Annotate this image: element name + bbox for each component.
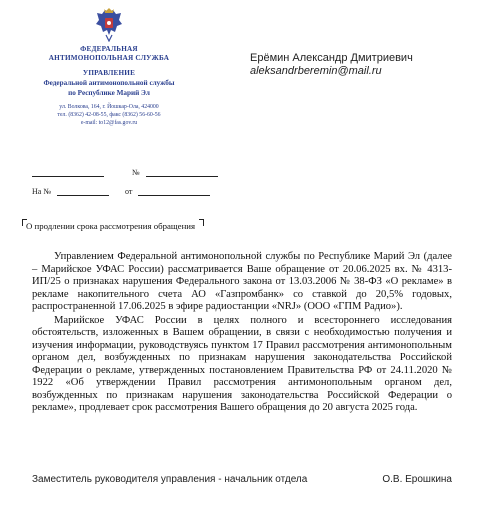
service-line-2: АНТИМОНОПОЛЬНАЯ СЛУЖБА [48, 54, 170, 62]
department-line-1: УПРАВЛЕНИЕ [82, 69, 136, 77]
letter-body [32, 251, 452, 416]
reference-date-line [138, 187, 210, 196]
reference-number-label: На № [32, 187, 51, 196]
subject-text: О продлении срока рассмотрения обращения [26, 221, 196, 231]
reference-date-label: от [124, 187, 133, 196]
date-line [32, 168, 104, 177]
reference-number-line [57, 187, 109, 196]
letterhead-address: ул. Волкова, 164, г. Йошкар-Ола, 424000 [59, 104, 159, 110]
number-label: № [132, 168, 140, 177]
signature-block [32, 474, 452, 485]
letterhead-email: e-mail: to12@fas.gov.ru [80, 120, 138, 126]
department-line-2: Федеральной антимонопольной службы [43, 79, 175, 87]
incoming-reference-row [32, 187, 210, 196]
body-paragraph-1: Управлением Федеральной антимонопольной службы по Республике Марий Эл (далее – Марийское УФАС России) рассматривается Ваше обращение от 20.06.2025 вх. № 4313- ИП/25 о признаках нарушения Федерального закона от 13.03.2006 № 38-ФЗ «О рекламе» в рекламе накопительного счета АО «Газпромбанк» со ставкой до 20,5% годовых, распространенной 17.06.2025 в эфире радиостанции «NRJ» (ООО «ГПМ Радио»). [32, 251, 452, 312]
recipient-block [250, 52, 413, 78]
letterhead-phone: тел. (8362) 42-08-55, факс (8362) 56-60-56 [57, 112, 161, 118]
subject [26, 221, 200, 231]
letterhead [20, 8, 198, 127]
signatory-name: О.В. Ерошкина [382, 474, 452, 485]
number-line [146, 168, 218, 177]
service-line-1: ФЕДЕРАЛЬНАЯ [80, 45, 138, 53]
signatory-position: Заместитель руководителя управления - начальник отдела [32, 474, 308, 485]
department-line-3: по Республике Марий Эл [68, 89, 150, 97]
recipient-email: aleksandrberemin@mail.ru [250, 65, 382, 77]
outgoing-number-row [32, 168, 218, 177]
coat-of-arms-emblem-icon [94, 8, 124, 42]
recipient-name: Ерёмин Александр Дмитриевич [250, 52, 413, 64]
body-paragraph-2: Марийское УФАС России в целях полного и всестороннего исследования обстоятельств, изложенных в Вашем обращении, в связи с необходимостью получения и изучения информации, руководствуясь пунктом 17 Правил рассмотрения антимонопольным органом дел, возбужденных по признакам нарушения законодательства Российской Федерации о рекламе, утвержденных постановлением Правительства РФ от 24.11.2020 № 1922 «Об утверждении Правил рассмотрения антимонопольным органом дел, возбужденных по признакам нарушения законодательства Российской Федерации о рекламе», продлевает срок рассмотрения Вашего обращения до 20 августа 2025 года. [32, 314, 452, 413]
